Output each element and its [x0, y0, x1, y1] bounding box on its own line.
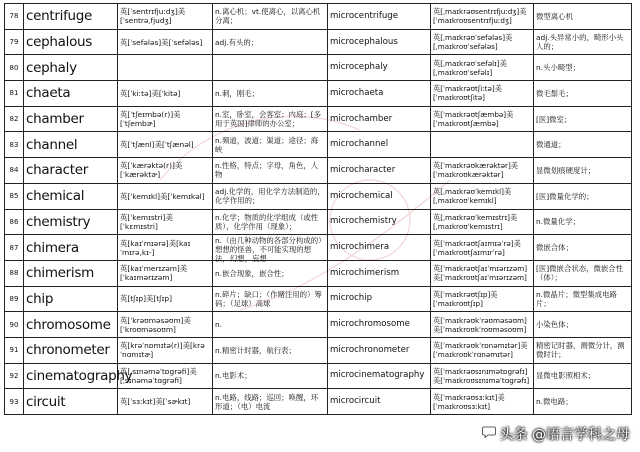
micro-word-cell-text: microchimera: [330, 242, 390, 253]
word-cell-text: chimera: [26, 239, 79, 256]
table-row: [5, 235, 632, 261]
word-cell-text: chemistry: [26, 213, 91, 230]
micro-phonetic-cell-text: 英[ˈmaɪkrəʊtʃaɪmɪəˈrə]美[ˈmaɪkroʊtʃaɪmɪrˈrə]: [433, 238, 521, 257]
micro-phonetic-cell-text: 英[ˈmaɪkrəʊsɪnɪmətɒgrəfɪ]美[ˈmaɪkroʊsɪnɪməˈtɑgrəfɪ]: [433, 366, 530, 385]
row-number-text: 89: [9, 294, 19, 303]
micro-definition-cell-text: 微通道；: [536, 140, 566, 150]
phonetic-cell: [118, 235, 213, 261]
micro-word-cell-text: microchromosome: [330, 319, 410, 330]
definition-cell-text: n.嵌合现象，嵌合性；: [215, 268, 289, 278]
phonetic-cell: [118, 4, 213, 30]
micro-phonetic-cell: [431, 183, 534, 209]
definition-cell: [213, 132, 328, 158]
phonetic-cell-text: 英[ˈkrəʊməsəʊm]美[ˈkroʊməsoʊm]: [120, 315, 191, 334]
phonetic-cell: [118, 312, 213, 338]
word-cell-text: chromosome: [26, 316, 111, 333]
row-number-text: 85: [9, 192, 19, 201]
phonetic-cell-text: 英[ˈtʃænl]美[ˈtʃænəl]: [120, 140, 194, 150]
vocabulary-table: [4, 3, 632, 415]
definition-cell: [213, 81, 328, 107]
micro-word-cell: [328, 389, 431, 415]
phonetic-cell: [118, 337, 213, 363]
definition-cell-text: n.离心机；vt.使离心，以离心机分离；: [215, 7, 321, 26]
table-row: [5, 260, 632, 286]
phonetic-cell-text: 英[ˈkemɪstri]美[ˈkɛmɪstri]: [120, 212, 173, 231]
word-cell-text: chimerism: [26, 265, 94, 282]
micro-word-cell: [328, 209, 431, 235]
micro-word-cell: [328, 235, 431, 261]
micro-phonetic-cell-text: 英[ˈmaɪkrəʊkˈrɒnəmɪtər]美[ˈmaɪkroʊkˈrɑnəmɪtər]: [433, 341, 528, 360]
phonetic-cell-text: 英[ˈkemɪkl]美[ˈkemɪkəl]: [120, 191, 205, 201]
definition-cell-text: n.频道，波道；渠道；途径；海峡: [215, 135, 319, 154]
micro-word-cell: [328, 55, 431, 81]
definition-cell: [213, 363, 328, 389]
micro-definition-cell: [534, 363, 632, 389]
word-cell-text: character: [26, 162, 88, 179]
phonetic-cell-text: 英[ˈsentrɪfjuːdʒ]美[ˈsentrəˌfjudʒ]: [120, 7, 186, 26]
definition-cell: [213, 29, 328, 55]
phonetic-cell-text: 英[ˈsɜːkɪt]美[ˈsɚkɪt]: [120, 397, 191, 407]
row-number: [5, 81, 24, 107]
micro-word-cell-text: microchip: [330, 293, 373, 304]
word-cell: [24, 337, 118, 363]
row-number-text: 91: [9, 346, 19, 355]
micro-definition-cell: [534, 55, 632, 81]
micro-definition-cell-text: n.微电路；: [536, 397, 573, 407]
word-cell-text: chronometer: [26, 342, 110, 359]
micro-word-cell-text: microcharacter: [330, 164, 396, 175]
micro-word-cell-text: microchemistry: [330, 216, 397, 227]
micro-word-cell: [328, 81, 431, 107]
row-number-text: 83: [9, 140, 19, 149]
phonetic-cell: [118, 260, 213, 286]
micro-phonetic-cell-text: 英[ˌmaɪkrəʊˈkemɪkl]美[ˌmaɪkroʊˈkemɪkl]: [433, 187, 512, 206]
micro-word-cell-text: microchronometer: [330, 344, 410, 355]
micro-phonetic-cell: [431, 363, 534, 389]
micro-definition-cell-text: 微嵌合体；: [536, 243, 573, 253]
micro-phonetic-cell-text: 英[ˈmaɪkrəʊtʃiːtə]美[ˈmaɪkroʊtʃitə]: [433, 84, 502, 103]
micro-definition-cell-text: n.头小畸型；: [536, 63, 580, 73]
row-number: [5, 106, 24, 132]
row-number: [5, 286, 24, 312]
micro-phonetic-cell: [431, 55, 534, 81]
row-number: [5, 183, 24, 209]
row-number: [5, 158, 24, 184]
table-row: [5, 55, 632, 81]
micro-definition-cell: [534, 4, 632, 30]
micro-word-cell: [328, 4, 431, 30]
row-number-text: 79: [9, 38, 19, 47]
definition-cell-text: n.化学；物质的化学组成（或性质），化学作用（现象）；: [215, 212, 319, 231]
micro-definition-cell-text: 微型离心机: [536, 11, 573, 21]
row-number: [5, 337, 24, 363]
micro-definition-cell: [534, 389, 632, 415]
phonetic-cell-text: 英[ˌsɪnəməˈtɒgrəfi]美[ˌsɪnəməˈtɑgrəfi]: [120, 366, 197, 385]
row-number: [5, 4, 24, 30]
micro-phonetic-cell-text: 英[ˈmaɪkrəʊtʃaɪˈmɪərɪzəm]美[ˈmaɪkroʊtʃaɪˈmɪərɪzəm]: [433, 264, 528, 283]
definition-cell-text: n.碎片；缺口；（作赌注用的）筹码；（足球）高球: [215, 289, 322, 308]
micro-phonetic-cell: [431, 260, 534, 286]
micro-definition-cell: [534, 132, 632, 158]
micro-definition-cell: [534, 158, 632, 184]
micro-phonetic-cell: [431, 158, 534, 184]
word-cell-text: cephaly: [26, 59, 77, 76]
micro-definition-cell-text: n.微量化学；: [536, 217, 580, 227]
phonetic-cell: [118, 81, 213, 107]
micro-definition-cell-text: n.微晶片；微型集成电路片；: [536, 289, 617, 308]
phonetic-cell-text: 英[tʃɪp]美[tʃɪp]: [120, 294, 172, 304]
word-cell: [24, 158, 118, 184]
micro-definition-cell: [534, 260, 632, 286]
micro-definition-cell-text: 微毛鬃毛；: [536, 88, 573, 98]
micro-word-cell-text: microchannel: [330, 139, 389, 150]
table-row: [5, 4, 632, 30]
phonetic-cell-text: 英[kaɪˈmɪərə]美[kaɪˈmɪrə,kɪ-]: [120, 238, 191, 257]
micro-phonetic-cell-text: 英[ˈmaɪkrəʊtʃɪp]美[ˈmaɪkroʊtʃɪp]: [433, 289, 498, 308]
phonetic-cell-text: 英[ˈtʃeɪmbə(r)]美[ˈtʃembɚ]: [120, 110, 181, 129]
micro-word-cell-text: microchemical: [330, 190, 393, 201]
row-number-text: 87: [9, 243, 19, 252]
micro-phonetic-cell-text: 英[ˈmaɪkrəʊtʃæmbə]美[ˈmaɪkroʊtʃæmbə]: [433, 110, 514, 129]
micro-definition-cell: [534, 235, 632, 261]
definition-cell: [213, 55, 328, 81]
row-number-text: 88: [9, 269, 19, 278]
micro-word-cell: [328, 29, 431, 55]
table-row: [5, 286, 632, 312]
micro-definition-cell-text: 精密记时器，测微分计，测微时计；: [536, 341, 625, 360]
micro-phonetic-cell-text: 英[ˌmaɪkrəʊˈsefəlɪ]美[ˌmaɪkroʊˈsefəlɪ]: [433, 58, 507, 77]
micro-word-cell-text: microcentrifuge: [330, 10, 399, 21]
micro-word-cell: [328, 260, 431, 286]
row-number: [5, 29, 24, 55]
word-cell-text: chemical: [26, 188, 85, 205]
table-row: [5, 158, 632, 184]
definition-cell-text: n.性格，特点；字母，角色，人物: [215, 161, 319, 180]
micro-phonetic-cell-text: 英[ˈmaɪkrəʊkˈrəʊməsəʊm]美[ˈmaɪkroʊkˈroʊməsoʊm]: [433, 315, 527, 334]
micro-word-cell-text: microchaeta: [330, 87, 384, 98]
phonetic-cell: [118, 29, 213, 55]
phonetic-cell: [118, 363, 213, 389]
word-cell: [24, 29, 118, 55]
micro-phonetic-cell-text: 英[ˌmaɪkrəʊsentrɪfjuːdʒ]美[ˈmaɪkroʊsentrɪfjuːdʒ]: [433, 7, 527, 26]
word-cell: [24, 183, 118, 209]
micro-phonetic-cell-text: 英[ˌmaɪkrəʊˈkemɪstrɪ]美[ˌmaɪkroʊˈkemɪstrɪ]: [433, 212, 518, 231]
phonetic-cell-text: 英[ˈsefələs]美[ˈsefələs]: [120, 37, 203, 47]
word-cell-text: circuit: [26, 393, 66, 410]
micro-definition-cell: [534, 312, 632, 338]
micro-word-cell-text: microchimerism: [330, 267, 400, 278]
word-cell: [24, 312, 118, 338]
definition-cell: [213, 209, 328, 235]
micro-definition-cell-text: [医]微嵌合状态，微嵌合性（体）；: [536, 264, 624, 283]
chat-bubble-icon: [482, 426, 496, 442]
micro-definition-cell: [534, 337, 632, 363]
micro-word-cell: [328, 183, 431, 209]
definition-cell-text: n.: [215, 320, 223, 330]
watermark-text: 头条 @语言学科之母: [499, 427, 630, 443]
word-cell: [24, 81, 118, 107]
phonetic-cell: [118, 183, 213, 209]
row-number-text: 92: [9, 371, 19, 380]
micro-definition-cell: [534, 183, 632, 209]
micro-definition-cell: [534, 209, 632, 235]
micro-phonetic-cell-text: 英[ˈmaɪkrəʊkærəktər]美[ˈmaɪkroʊkærəktər]: [433, 161, 518, 180]
word-cell: [24, 286, 118, 312]
table-row: [5, 81, 632, 107]
word-cell-text: cephalous: [26, 34, 93, 51]
word-cell-text: chaeta: [26, 85, 71, 102]
phonetic-cell: [118, 132, 213, 158]
micro-definition-cell: [534, 106, 632, 132]
word-cell: [24, 363, 133, 389]
micro-definition-cell: [534, 81, 632, 107]
phonetic-cell: [118, 286, 213, 312]
definition-cell: [213, 183, 328, 209]
definition-cell-text: n.电路，线路；巡回；唤醒，环形道；（电）电流: [215, 392, 319, 411]
micro-phonetic-cell: [431, 337, 534, 363]
micro-phonetic-cell: [431, 235, 534, 261]
micro-word-cell-text: microchamber: [330, 113, 393, 124]
micro-definition-cell-text: 小染色体；: [536, 320, 573, 330]
definition-cell: [213, 286, 328, 312]
definition-cell: [213, 337, 328, 363]
micro-word-cell: [328, 337, 431, 363]
definition-cell-text: adj.有头的；: [215, 37, 259, 47]
watermark: [482, 424, 630, 444]
micro-phonetic-cell: [431, 132, 534, 158]
phonetic-cell-text: 英[krəˈnɒmɪtə(r)]美[krəˈnɑmɪtɚ]: [120, 341, 205, 360]
definition-cell-text: n.刺，刚毛；: [215, 88, 259, 98]
definition-cell: [213, 260, 328, 286]
word-cell: [24, 4, 118, 30]
definition-cell: [213, 312, 328, 338]
word-cell: [24, 209, 118, 235]
word-cell: [24, 260, 118, 286]
micro-phonetic-cell: [431, 81, 534, 107]
micro-phonetic-cell: [431, 106, 534, 132]
row-number-text: 81: [9, 89, 19, 98]
micro-phonetic-cell: [431, 312, 534, 338]
row-number-text: 93: [9, 397, 19, 406]
row-number-text: 82: [9, 115, 19, 124]
micro-phonetic-cell-text: 英[ˈmaɪkrəʊsɜːkɪt]美[ˈmaɪkroʊsɜːkɪt]: [433, 392, 505, 411]
word-cell: [24, 235, 118, 261]
table-row: [5, 132, 632, 158]
word-cell-text: channel: [26, 136, 78, 153]
micro-word-cell: [328, 106, 431, 132]
definition-cell-text: adj.化学的，用化学方法制造的，化学作用的；: [215, 187, 325, 206]
micro-word-cell-text: microcircuit: [330, 396, 381, 407]
row-number-text: 80: [9, 63, 19, 72]
table-row: [5, 337, 632, 363]
phonetic-cell-text: 英[kaɪˈmerɪzəm]美[ˈkaɪmərɪzəm]: [120, 264, 188, 283]
phonetic-cell-text: 英[ˈkærəktə(r)]美[ˈkærəktɚ]: [120, 161, 183, 180]
definition-cell: [213, 235, 328, 261]
word-cell: [24, 389, 118, 415]
micro-word-cell: [328, 132, 431, 158]
word-cell-text: centrifuge: [26, 8, 93, 25]
micro-definition-cell-text: [医]微量化学的；: [536, 191, 594, 201]
micro-definition-cell: [534, 286, 632, 312]
micro-word-cell: [328, 312, 431, 338]
micro-word-cell: [328, 158, 431, 184]
micro-word-cell-text: microcephalous: [330, 36, 398, 47]
micro-phonetic-cell: [431, 209, 534, 235]
table-row: [5, 363, 632, 389]
definition-cell-text: n.室，卧室，会客室；内庭；[多用于英国]律师的办公室；: [215, 110, 321, 129]
definition-cell: [213, 389, 328, 415]
micro-phonetic-cell: [431, 389, 534, 415]
micro-phonetic-cell: [431, 286, 534, 312]
definition-cell-text: n.精密计时器，航行表；: [215, 345, 296, 355]
row-number-text: 90: [9, 320, 19, 329]
row-number: [5, 260, 24, 286]
micro-phonetic-cell: [431, 29, 534, 55]
phonetic-cell: [118, 106, 213, 132]
word-cell: [24, 106, 118, 132]
row-number: [5, 363, 24, 389]
micro-word-cell-text: microcinematography: [330, 370, 425, 381]
micro-definition-cell-text: 显微电影照相术；: [536, 371, 596, 381]
micro-definition-cell: [534, 29, 632, 55]
micro-word-cell: [328, 363, 431, 389]
phonetic-cell: [118, 55, 213, 81]
table-row: [5, 29, 632, 55]
definition-cell: [213, 4, 328, 30]
word-cell: [24, 132, 118, 158]
table-row: [5, 312, 632, 338]
micro-word-cell-text: microcephaly: [330, 62, 388, 73]
row-number-text: 78: [9, 12, 19, 21]
table-row: [5, 209, 632, 235]
definition-cell: [213, 158, 328, 184]
row-number: [5, 235, 24, 261]
table-row: [5, 389, 632, 415]
word-cell-text: chamber: [26, 111, 84, 128]
micro-definition-cell-text: 显微划痕硬度计；: [536, 165, 596, 175]
word-cell: [24, 55, 118, 81]
phonetic-cell: [118, 389, 213, 415]
micro-definition-cell-text: adj.头异常小的，畸形小头人的；: [536, 33, 624, 52]
word-cell-text: cinematography: [26, 367, 133, 384]
phonetic-cell-text: 英[ˈkiːtə]美[ˈkitə]: [120, 88, 181, 98]
table-row: [5, 183, 632, 209]
phonetic-cell: [118, 158, 213, 184]
row-number-text: 86: [9, 217, 19, 226]
micro-word-cell: [328, 286, 431, 312]
definition-cell-text: n.（由几种动物的各部分构成的）想想的怪兽，不可能实现的想法，幻想，妄想: [215, 235, 322, 263]
row-number: [5, 389, 24, 415]
micro-phonetic-cell: [431, 4, 534, 30]
micro-definition-cell-text: [医]微室；: [536, 114, 572, 124]
definition-cell-text: n.电影术；: [215, 371, 252, 381]
micro-phonetic-cell-text: 英[ˌmaɪkrəʊˈsefələs]美[ˌmaɪkroʊˈsefələs]: [433, 33, 513, 52]
row-number: [5, 209, 24, 235]
row-number-text: 84: [9, 166, 19, 175]
row-number: [5, 55, 24, 81]
table-row: [5, 106, 632, 132]
row-number: [5, 312, 24, 338]
word-cell-text: chip: [26, 290, 54, 307]
phonetic-cell: [118, 209, 213, 235]
definition-cell: [213, 106, 328, 132]
row-number: [5, 132, 24, 158]
